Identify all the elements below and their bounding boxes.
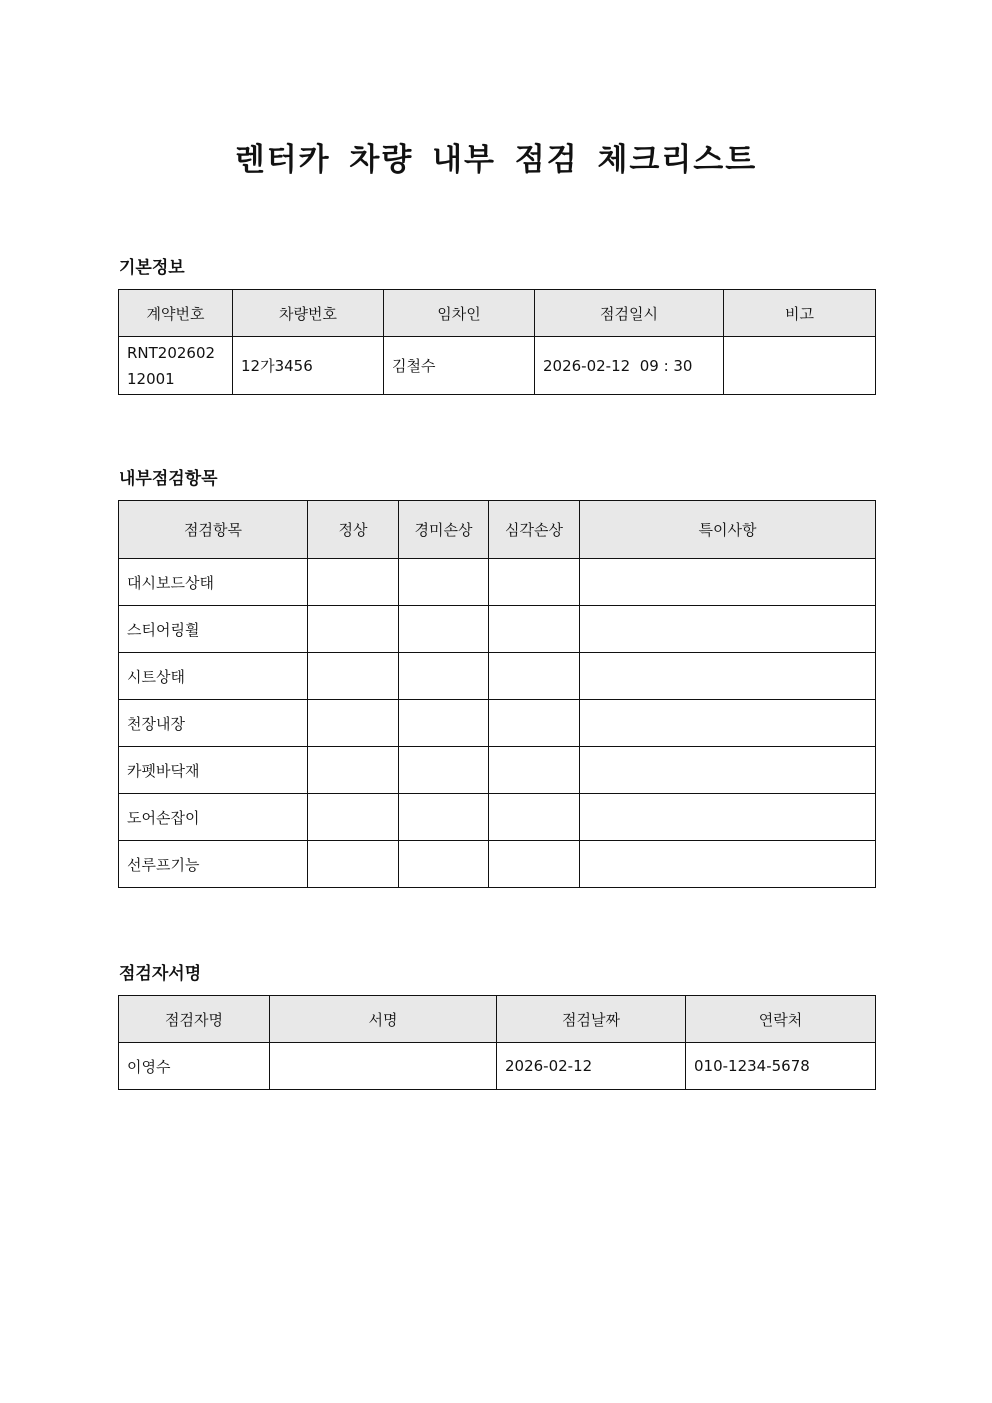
basic-info-data-row — [119, 337, 876, 395]
notes-cell[interactable] — [580, 606, 876, 653]
minor-damage-cell[interactable] — [399, 653, 489, 700]
normal-cell[interactable] — [308, 841, 399, 888]
minor-damage-cell[interactable] — [399, 841, 489, 888]
severe-damage-cell[interactable] — [489, 841, 580, 888]
contract-no-line2: 12001 — [127, 369, 175, 388]
interior-check-header-row — [119, 501, 876, 559]
check-row-sunroof — [119, 841, 876, 888]
severe-damage-cell[interactable] — [489, 794, 580, 841]
check-row-dashboard — [119, 559, 876, 606]
header-signature: 서명 — [270, 996, 497, 1043]
check-item-name: 스티어링휠 — [119, 606, 308, 653]
basic-info-header-row — [119, 290, 876, 337]
header-normal: 정상 — [308, 501, 399, 559]
check-row-steering-wheel — [119, 606, 876, 653]
check-item-name: 선루프기능 — [119, 841, 308, 888]
check-row-door-handle — [119, 794, 876, 841]
normal-cell[interactable] — [308, 559, 399, 606]
normal-cell[interactable] — [308, 794, 399, 841]
check-row-headliner — [119, 700, 876, 747]
contract-no-cell[interactable] — [119, 337, 233, 395]
document-title: 렌터카 차량 내부 점검 체크리스트 — [234, 142, 758, 178]
check-row-carpet — [119, 747, 876, 794]
interior-check-section-title: 내부점검항목 — [119, 469, 218, 489]
inspector-name-cell[interactable]: 이영수 — [119, 1043, 270, 1090]
notes-cell[interactable] — [580, 559, 876, 606]
header-vehicle-no: 차량번호 — [233, 290, 384, 337]
notes-cell[interactable] — [580, 794, 876, 841]
check-row-seats — [119, 653, 876, 700]
minor-damage-cell[interactable] — [399, 747, 489, 794]
header-notes: 특이사항 — [580, 501, 876, 559]
normal-cell[interactable] — [308, 606, 399, 653]
minor-damage-cell[interactable] — [399, 794, 489, 841]
severe-damage-cell[interactable] — [489, 747, 580, 794]
inspector-signature-table — [118, 995, 876, 1090]
header-inspection-datetime: 점검일시 — [535, 290, 724, 337]
severe-damage-cell[interactable] — [489, 653, 580, 700]
severe-damage-cell[interactable] — [489, 700, 580, 747]
remarks-cell[interactable] — [724, 337, 876, 395]
check-item-name: 대시보드상태 — [119, 559, 308, 606]
basic-info-table — [118, 289, 876, 395]
check-item-name: 도어손잡이 — [119, 794, 308, 841]
minor-damage-cell[interactable] — [399, 606, 489, 653]
header-check-item: 점검항목 — [119, 501, 308, 559]
header-inspection-date: 점검날짜 — [497, 996, 686, 1043]
basic-info-section-title: 기본정보 — [119, 258, 185, 278]
severe-damage-cell[interactable] — [489, 606, 580, 653]
contract-no-line1: RNT202602 — [127, 343, 216, 362]
header-renter: 임차인 — [384, 290, 535, 337]
header-contact: 연락처 — [686, 996, 876, 1043]
notes-cell[interactable] — [580, 653, 876, 700]
notes-cell[interactable] — [580, 700, 876, 747]
vehicle-no-cell[interactable]: 12가3456 — [233, 337, 384, 395]
normal-cell[interactable] — [308, 747, 399, 794]
minor-damage-cell[interactable] — [399, 559, 489, 606]
header-contract-no: 계약번호 — [119, 290, 233, 337]
check-item-name: 천장내장 — [119, 700, 308, 747]
severe-damage-cell[interactable] — [489, 559, 580, 606]
header-minor-damage: 경미손상 — [399, 501, 489, 559]
contact-cell[interactable]: 010-1234-5678 — [686, 1043, 876, 1090]
notes-cell[interactable] — [580, 841, 876, 888]
signature-cell[interactable] — [270, 1043, 497, 1090]
header-inspector-name: 점검자명 — [119, 996, 270, 1043]
renter-cell[interactable]: 김철수 — [384, 337, 535, 395]
header-severe-damage: 심각손상 — [489, 501, 580, 559]
signature-header-row — [119, 996, 876, 1043]
notes-cell[interactable] — [580, 747, 876, 794]
signature-data-row — [119, 1043, 876, 1090]
check-item-name: 시트상태 — [119, 653, 308, 700]
inspection-datetime-cell[interactable]: 2026-02-12 09 : 30 — [535, 337, 724, 395]
check-item-name: 카펫바닥재 — [119, 747, 308, 794]
interior-check-table — [118, 500, 876, 888]
normal-cell[interactable] — [308, 653, 399, 700]
minor-damage-cell[interactable] — [399, 700, 489, 747]
inspector-signature-section-title: 점검자서명 — [119, 964, 202, 984]
inspection-date-cell[interactable]: 2026-02-12 — [497, 1043, 686, 1090]
normal-cell[interactable] — [308, 700, 399, 747]
header-remarks: 비고 — [724, 290, 876, 337]
